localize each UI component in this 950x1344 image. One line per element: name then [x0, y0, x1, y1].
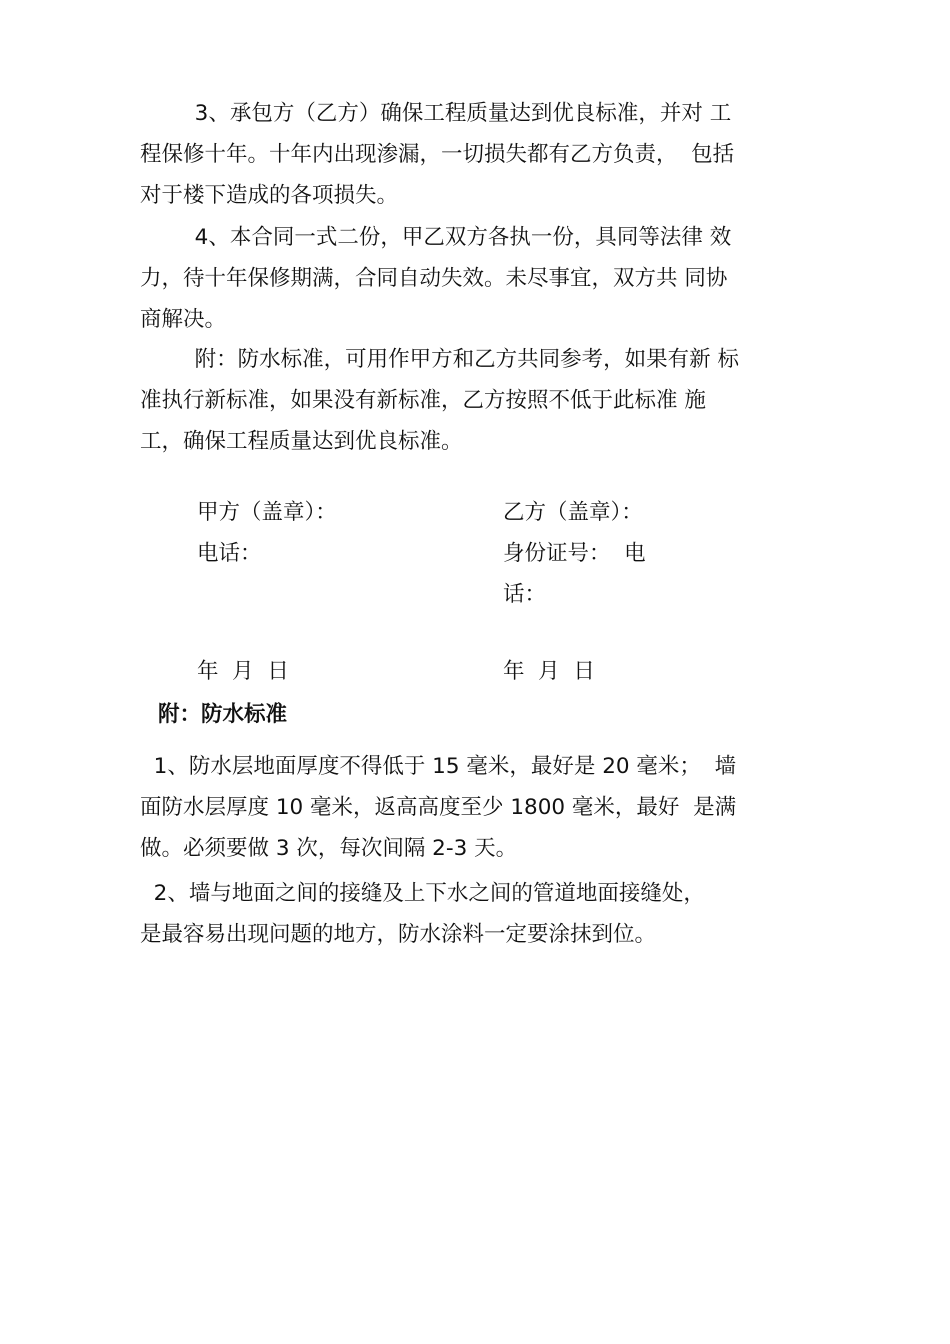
party-b-date: 年 月 日	[503, 659, 595, 684]
party-a-phone-label: 电话：	[197, 541, 262, 566]
appendix-item-2-line-2: 是最容易出现问题的地方，防水涂料一定要涂抹到位。	[140, 922, 657, 947]
clause-4-line-1: 4、本合同一式二份，甲乙双方各执一份，具同等法律 效	[140, 225, 732, 250]
appendix-note	[140, 339, 820, 462]
clause-4	[140, 217, 820, 340]
appendix-item-1-line-3: 做。必须要做 3 次，每次间隔 2-3 天。	[140, 836, 518, 861]
appendix-item-2	[140, 873, 820, 955]
party-a-seal-label: 甲方（盖章）：	[197, 500, 337, 525]
appendix-item-1	[140, 746, 820, 869]
appendix-heading: 附：防水标准	[158, 702, 288, 727]
clause-4-line-2: 力，待十年保修期满，合同自动失效。未尽事宜，双方共 同协	[140, 266, 728, 291]
clause-3-line-1: 3、承包方（乙方）确保工程质量达到优良标准，并对 工	[140, 101, 732, 126]
party-a-date: 年 月 日	[197, 659, 289, 684]
appendix-note-line-2: 准执行新标准，如果没有新标准，乙方按照不低于此标准 施	[140, 388, 706, 413]
appendix-note-line-1: 附：防水标准，可用作甲方和乙方共同参考，如果有新 标	[140, 347, 740, 372]
party-b-id-label: 身份证号： 电	[503, 541, 646, 566]
clause-3-line-2: 程保修十年。十年内出现渗漏，一切损失都有乙方负责， 包括	[140, 142, 735, 167]
appendix-item-1-line-2: 面防水层厚度 10 毫米，返高高度至少 1800 毫米，最好 是满	[140, 795, 737, 820]
appendix-item-2-line-1: 2、墙与地面之间的接缝及上下水之间的管道地面接缝处，	[140, 881, 705, 906]
clause-4-line-3: 商解决。	[140, 307, 227, 332]
clause-3	[140, 93, 820, 216]
appendix-item-1-line-1: 1、防水层地面厚度不得低于 15 毫米，最好是 20 毫米； 墙	[140, 754, 737, 779]
appendix-note-line-3: 工，确保工程质量达到优良标准。	[140, 429, 463, 454]
party-b-seal-label: 乙方（盖章）：	[503, 500, 643, 525]
clause-3-line-3: 对于楼下造成的各项损失。	[140, 183, 399, 208]
party-b-phone-label: 话：	[503, 582, 547, 607]
